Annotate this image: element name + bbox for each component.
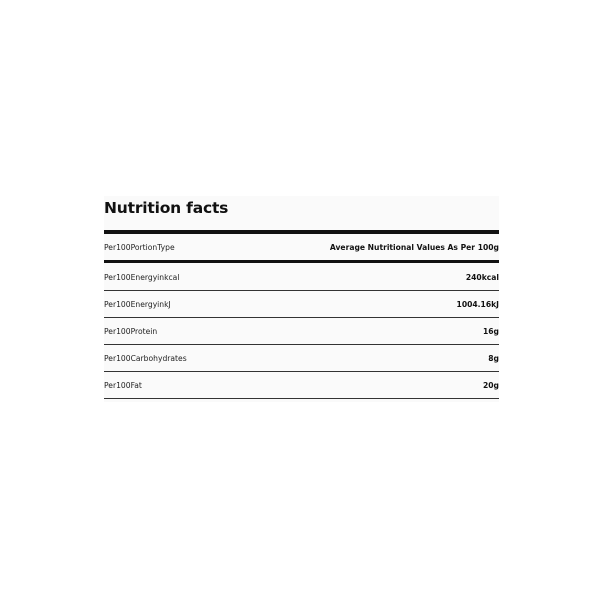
title-divider — [104, 230, 499, 234]
row-value: 1004.16kJ — [456, 299, 499, 309]
row-label: Per100Carbohydrates — [104, 353, 187, 363]
row-label: Per100Energyinkcal — [104, 272, 180, 282]
row-value: 8g — [488, 353, 499, 363]
nutrition-row-protein — [104, 318, 499, 345]
row-label: Per100Protein — [104, 326, 158, 336]
header-value: Average Nutritional Values As Per 100g — [329, 243, 499, 252]
row-label: Per100EnergyinkJ — [104, 299, 171, 309]
nutrition-title: Nutrition facts — [104, 199, 229, 217]
nutrition-row-energy-kcal — [104, 264, 499, 291]
row-value: 20g — [482, 380, 499, 390]
nutrition-row-fat — [104, 372, 499, 399]
nutrition-row-carbohydrates — [104, 345, 499, 372]
row-value: 16g — [482, 326, 499, 336]
nutrition-header-row — [104, 235, 499, 260]
nutrition-row-energy-kj — [104, 291, 499, 318]
row-label: Per100Fat — [104, 380, 142, 390]
header-divider — [104, 260, 499, 263]
header-label: Per100PortionType — [104, 243, 175, 252]
row-value: 240kcal — [465, 272, 499, 282]
